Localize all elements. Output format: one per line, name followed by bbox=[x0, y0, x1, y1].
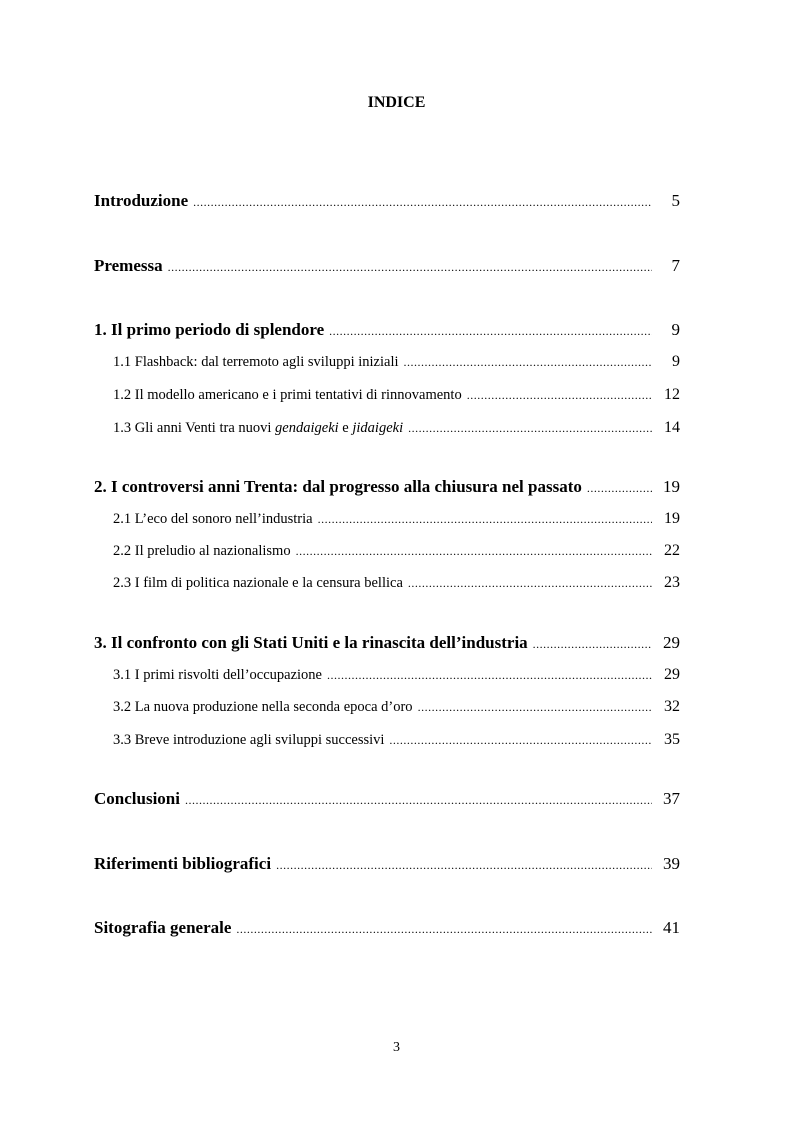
toc-entry-page: 19 bbox=[664, 510, 680, 527]
toc-entry-section-2-2[interactable] bbox=[94, 542, 680, 560]
toc-entry-label bbox=[113, 420, 403, 437]
toc-label-italic: gendaigeki bbox=[275, 420, 339, 436]
dot-leader bbox=[276, 858, 652, 873]
toc-entry-label: Introduzione bbox=[94, 191, 189, 210]
toc-entry-label: 3. Il confronto con gli Stati Uniti e la rinascita dell’industria bbox=[94, 633, 528, 652]
toc-entry-label: Sitografia generale bbox=[94, 918, 232, 937]
toc-label-part: 1.3 Gli anni Venti tra nuovi bbox=[113, 420, 276, 436]
toc-entry-premessa[interactable] bbox=[94, 256, 680, 276]
toc-entry-page: 37 bbox=[663, 789, 680, 808]
toc-entry-label: 1.1 Flashback: dal terremoto agli sviluppi iniziali bbox=[113, 354, 399, 370]
toc-entry-section-3-1[interactable] bbox=[94, 666, 680, 684]
toc-entry-section-1-1[interactable] bbox=[94, 353, 680, 371]
toc-entry-section-1-3[interactable] bbox=[94, 419, 680, 437]
toc-entry-chapter-3[interactable] bbox=[94, 633, 680, 653]
toc-entry-label: 3.2 La nuova produzione nella seconda epoca d’oro bbox=[113, 699, 413, 715]
toc-label-part: e bbox=[338, 420, 353, 436]
toc-entry-riferimenti[interactable] bbox=[94, 854, 680, 874]
toc-entry-label: Premessa bbox=[94, 256, 163, 275]
toc-entry-page: 7 bbox=[671, 256, 680, 275]
toc-entry-label: 2.3 I film di politica nazionale e la censura bellica bbox=[113, 575, 403, 591]
toc-entry-section-3-3[interactable] bbox=[94, 731, 680, 749]
toc-entry-conclusioni[interactable] bbox=[94, 789, 680, 809]
toc-entry-label: 3.3 Breve introduzione agli sviluppi successivi bbox=[113, 732, 385, 748]
dot-leader bbox=[185, 793, 652, 808]
toc-entry-page: 22 bbox=[664, 542, 680, 559]
toc-entry-page: 29 bbox=[664, 666, 680, 683]
dot-leader bbox=[587, 481, 652, 496]
dot-leader bbox=[408, 421, 652, 436]
dot-leader bbox=[408, 576, 652, 591]
toc-entry-page: 35 bbox=[664, 731, 680, 748]
dot-leader bbox=[404, 355, 652, 370]
toc-entry-page: 12 bbox=[664, 386, 680, 403]
toc-entry-page: 32 bbox=[664, 698, 680, 715]
toc-entry-page: 23 bbox=[664, 574, 680, 591]
toc-label-italic: jidaigeki bbox=[352, 420, 404, 436]
toc-entry-section-1-2[interactable] bbox=[94, 386, 680, 404]
toc-entry-label: 2.2 Il preludio al nazionalismo bbox=[113, 543, 291, 559]
toc-entry-chapter-2[interactable] bbox=[94, 477, 680, 497]
toc-entry-page: 39 bbox=[663, 854, 680, 873]
dot-leader bbox=[389, 733, 652, 748]
dot-leader bbox=[193, 195, 652, 210]
toc-entry-label: 2. I controversi anni Trenta: dal progresso alla chiusura nel passato bbox=[94, 477, 582, 496]
toc-entry-label: Conclusioni bbox=[94, 789, 180, 808]
toc-entry-section-3-2[interactable] bbox=[94, 698, 680, 716]
dot-leader bbox=[329, 324, 652, 339]
toc-entry-page: 41 bbox=[663, 918, 680, 937]
toc-entry-section-2-3[interactable] bbox=[94, 574, 680, 592]
toc-entry-chapter-1[interactable] bbox=[94, 320, 680, 340]
toc-title: INDICE bbox=[367, 94, 426, 111]
page-number: 3 bbox=[393, 1040, 400, 1055]
dot-leader bbox=[236, 922, 652, 937]
toc-entry-page: 9 bbox=[671, 320, 680, 339]
toc-entry-introduzione[interactable] bbox=[94, 191, 680, 211]
toc-entry-label: 2.1 L’eco del sonoro nell’industria bbox=[113, 511, 313, 527]
dot-leader bbox=[327, 668, 652, 683]
toc-entry-label: 3.1 I primi risvolti dell’occupazione bbox=[113, 667, 322, 683]
dot-leader bbox=[418, 700, 652, 715]
toc-entry-page: 5 bbox=[671, 191, 680, 210]
toc-entry-page: 19 bbox=[663, 477, 680, 496]
toc-entry-page: 29 bbox=[663, 633, 680, 652]
dot-leader bbox=[467, 388, 652, 403]
toc-entry-label: 1.2 Il modello americano e i primi tentativi di rinnovamento bbox=[113, 387, 462, 403]
dot-leader bbox=[318, 512, 652, 527]
toc-entry-label: Riferimenti bibliografici bbox=[94, 854, 272, 873]
dot-leader bbox=[168, 260, 652, 275]
toc-entry-sitografia[interactable] bbox=[94, 918, 680, 938]
dot-leader bbox=[296, 544, 652, 559]
toc-entry-label: 1. Il primo periodo di splendore bbox=[94, 320, 325, 339]
toc-entry-page: 14 bbox=[664, 419, 680, 436]
toc-entry-page: 9 bbox=[672, 353, 680, 370]
toc-entry-section-2-1[interactable] bbox=[94, 510, 680, 528]
dot-leader bbox=[533, 637, 652, 652]
